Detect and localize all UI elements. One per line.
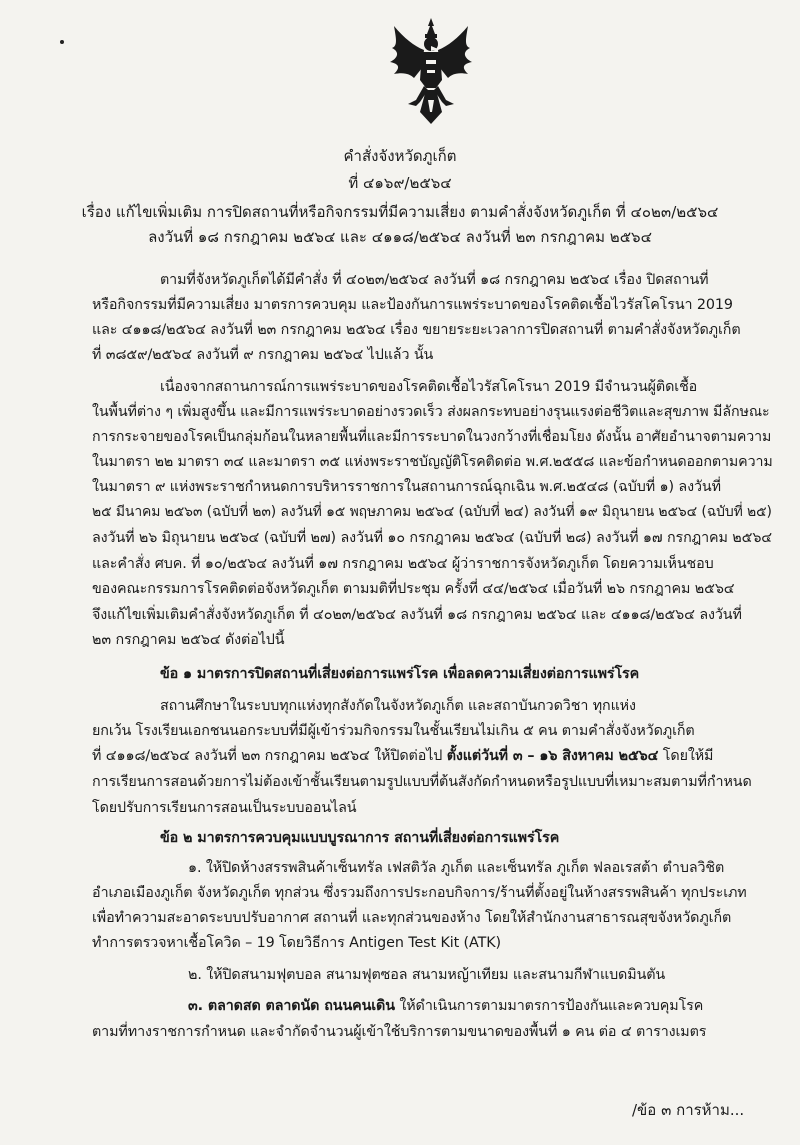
- clause2-item3: [188, 994, 703, 1019]
- order-number: ที่ ๔๑๖๙/๒๕๖๔: [348, 174, 452, 192]
- clause2-item3-label: ๓. ตลาดสด ตลาดนัด ถนนคนเดิน: [188, 998, 395, 1014]
- clause1-line3-text: ที่ ๔๑๑๘/๒๕๖๔ ลงวันที่ ๒๓ กรกฎาคม ๒๕๖๔ ให้ปิดต่อไป: [92, 748, 447, 764]
- clause2-item1-line: ๑. ให้ปิดห้างสรรพสินค้าเซ็นทรัล เฟสติวัล ภูเก็ต และเซ็นทรัล ภูเก็ต ฟลอเรสต้า ตำบลวิชิต: [188, 860, 725, 876]
- para1-line: และ ๔๑๑๘/๒๕๖๔ ลงวันที่ ๒๓ กรกฎาคม ๒๕๖๔ เรื่อง ขยายระยะเวลาการปิดสถานที่ ตามคำสั่งจังหวัดภูเก็ต: [92, 322, 741, 338]
- para2-line: ลงวันที่ ๒๖ มิถุนายน ๒๕๖๔ (ฉบับที่ ๒๗) ลงวันที่ ๑๐ กรกฎาคม ๒๕๖๔ (ฉบับที่ ๒๘) ลงวันที่ ๑๗ กรกฎาคม ๒๕๖๔: [92, 530, 773, 546]
- para2-line: ในมาตรา ๒๒ มาตรา ๓๔ และมาตรา ๓๕ แห่งพระราชบัญญัติโรคติดต่อ พ.ศ.๒๕๕๘ และข้อกำหนดออกตามความ: [92, 454, 773, 470]
- clause2-item2: ๒. ให้ปิดสนามฟุตบอล สนามฟุตซอล สนามหญ้าเทียม และสนามกีฬาแบดมินตัน: [188, 967, 666, 983]
- para2-line: จึงแก้ไขเพิ่มเติมคำสั่งจังหวัดภูเก็ต ที่ ๔๐๒๓/๒๕๖๔ ลงวันที่ ๑๘ กรกฎาคม ๒๕๖๔ และ ๔๑๑๘/๒๕๖๔ ลงวันที่: [92, 607, 742, 623]
- clause1-line: [92, 744, 713, 769]
- clause1-line: โดยปรับการเรียนการสอนเป็นระบบออนไลน์: [92, 800, 357, 816]
- clause2-item3-line2: ตามที่ทางราชการกำหนด และจำกัดจำนวนผู้เข้าใช้บริการตามขนาดของพื้นที่ ๑ คน ต่อ ๔ ตารางเมตร: [92, 1024, 707, 1040]
- clause1-closure-period: ตั้งแต่วันที่ ๓ – ๑๖ สิงหาคม ๒๕๖๔: [446, 748, 659, 764]
- para2-line: เนื่องจากสถานการณ์การแพร่ระบาดของโรคติดเชื้อไวรัสโคโรนา 2019 มีจำนวนผู้ติดเชื้อ: [160, 379, 698, 395]
- clause1-line: ยกเว้น โรงเรียนเอกชนนอกระบบที่มีผู้เข้าร่วมกิจกรรมในชั้นเรียนไม่เกิน ๕ คน ตามคำสั่งจังหวัดภูเก็ต: [92, 723, 695, 739]
- subject-line-2: ลงวันที่ ๑๘ กรกฎาคม ๒๕๖๔ และ ๔๑๑๘/๒๕๖๔ ลงวันที่ ๒๓ กรกฎาคม ๒๕๖๔: [148, 228, 652, 246]
- clause1-line: การเรียนการสอนด้วยการไม่ต้องเข้าชั้นเรียนตามรูปแบบที่ต้นสังกัดกำหนดหรือรูปแบบที่เหมาะสมตามที่กำหนด: [92, 774, 752, 790]
- para2-line: ของคณะกรรมการโรคติดต่อจังหวัดภูเก็ต ตามมติที่ประชุม ครั้งที่ ๔๔/๒๕๖๔ เมื่อวันที่ ๒๖ กรกฎาคม ๒๕๖๔: [92, 581, 735, 597]
- clause1-line: สถานศึกษาในระบบทุกแห่งทุกสังกัดในจังหวัดภูเก็ต และสถาบันกวดวิชา ทุกแห่ง: [160, 698, 636, 714]
- clause2-item3-text: ให้ดำเนินการตามมาตรการป้องกันและควบคุมโรค: [394, 998, 704, 1014]
- para2-line: ๒๓ กรกฎาคม ๒๕๖๔ ดังต่อไปนี้: [92, 632, 285, 648]
- clause2-item1-line: ทำการตรวจหาเชื้อโควิด – 19 โดยวิธีการ Antigen Test Kit (ATK): [92, 935, 501, 951]
- clause2-heading: ข้อ ๒ มาตรการควบคุมแบบบูรณาการ สถานที่เสี่ยงต่อการแพร่โรค: [160, 830, 560, 846]
- continued-note: /ข้อ ๓ การห้าม...: [632, 1101, 745, 1119]
- clause1-heading: ข้อ ๑ มาตรการปิดสถานที่เสี่ยงต่อการแพร่โรค เพื่อลดความเสี่ยงต่อการแพร่โรค: [160, 666, 640, 682]
- para2-line: และคำสั่ง ศบค. ที่ ๑๐/๒๕๖๔ ลงวันที่ ๑๗ กรกฎาคม ๒๕๖๔ ผู้ว่าราชการจังหวัดภูเก็ต โดยความเห็นชอบ: [92, 556, 714, 572]
- para2-line: ในมาตรา ๙ แห่งพระราชกำหนดการบริหารราชการในสถานการณ์ฉุกเฉิน พ.ศ.๒๕๔๘ (ฉบับที่ ๑) ลงวันที่: [92, 479, 721, 495]
- clause1-line3-tail: โดยให้มี: [658, 748, 714, 764]
- para2-line: การกระจายของโรคเป็นกลุ่มก้อนในหลายพื้นที่และมีการระบาดในวงกว้างที่เชื่อมโยง ดังนั้น อาศัยอำนาจตามความ: [92, 429, 772, 445]
- para1-line: ที่ ๓๘๕๙/๒๕๖๔ ลงวันที่ ๙ กรกฎาคม ๒๕๖๔ ไปแล้ว นั้น: [92, 347, 434, 363]
- para1-line: หรือกิจกรรมที่มีความเสี่ยง มาตรการควบคุม และป้องกันการแพร่ระบาดของโรคติดเชื้อไวรัสโคโรนา 2019: [92, 297, 733, 313]
- clause2-item1-line: เพื่อทำความสะอาดระบบปรับอากาศ สถานที่ และทุกส่วนของห้าง โดยให้สำนักงานสาธารณสุขจังหวัดภูเก็ต: [92, 910, 732, 926]
- para1-line: ตามที่จังหวัดภูเก็ตได้มีคำสั่ง ที่ ๔๐๒๓/๒๕๖๔ ลงวันที่ ๑๘ กรกฎาคม ๒๕๖๔ เรื่อง ปิดสถานที่: [160, 272, 709, 288]
- para2-line: ๒๕ มีนาคม ๒๕๖๓ (ฉบับที่ ๒๓) ลงวันที่ ๑๕ พฤษภาคม ๒๕๖๔ (ฉบับที่ ๒๔) ลงวันที่ ๑๙ มิถุนายน ๒๕๖๔ (ฉบับที่ ๒๕): [92, 504, 772, 520]
- subject-line-1: เรื่อง แก้ไขเพิ่มเติม การปิดสถานที่หรือกิจกรรมที่มีความเสี่ยง ตามคำสั่งจังหวัดภูเก็ต ที่ ๔๐๒๓/๒๕๖๔: [81, 203, 719, 221]
- para2-line: ในพื้นที่ต่าง ๆ เพิ่มสูงขึ้น และมีการแพร่ระบาดอย่างรวดเร็ว ส่งผลกระทบอย่างรุนแรงต่อชีวิตและสุขภาพ มีลักษณะ: [92, 404, 770, 420]
- garuda-emblem-icon: [386, 16, 476, 128]
- stray-dot: [60, 40, 64, 44]
- clause2-item1-line: อำเภอเมืองภูเก็ต จังหวัดภูเก็ต ทุกส่วน ซึ่งรวมถึงการประกอบกิจการ/ร้านที่ตั้งอยู่ในห้างสรรพสินค้า ทุกประเภท: [92, 885, 747, 901]
- order-title: คำสั่งจังหวัดภูเก็ต: [343, 147, 457, 165]
